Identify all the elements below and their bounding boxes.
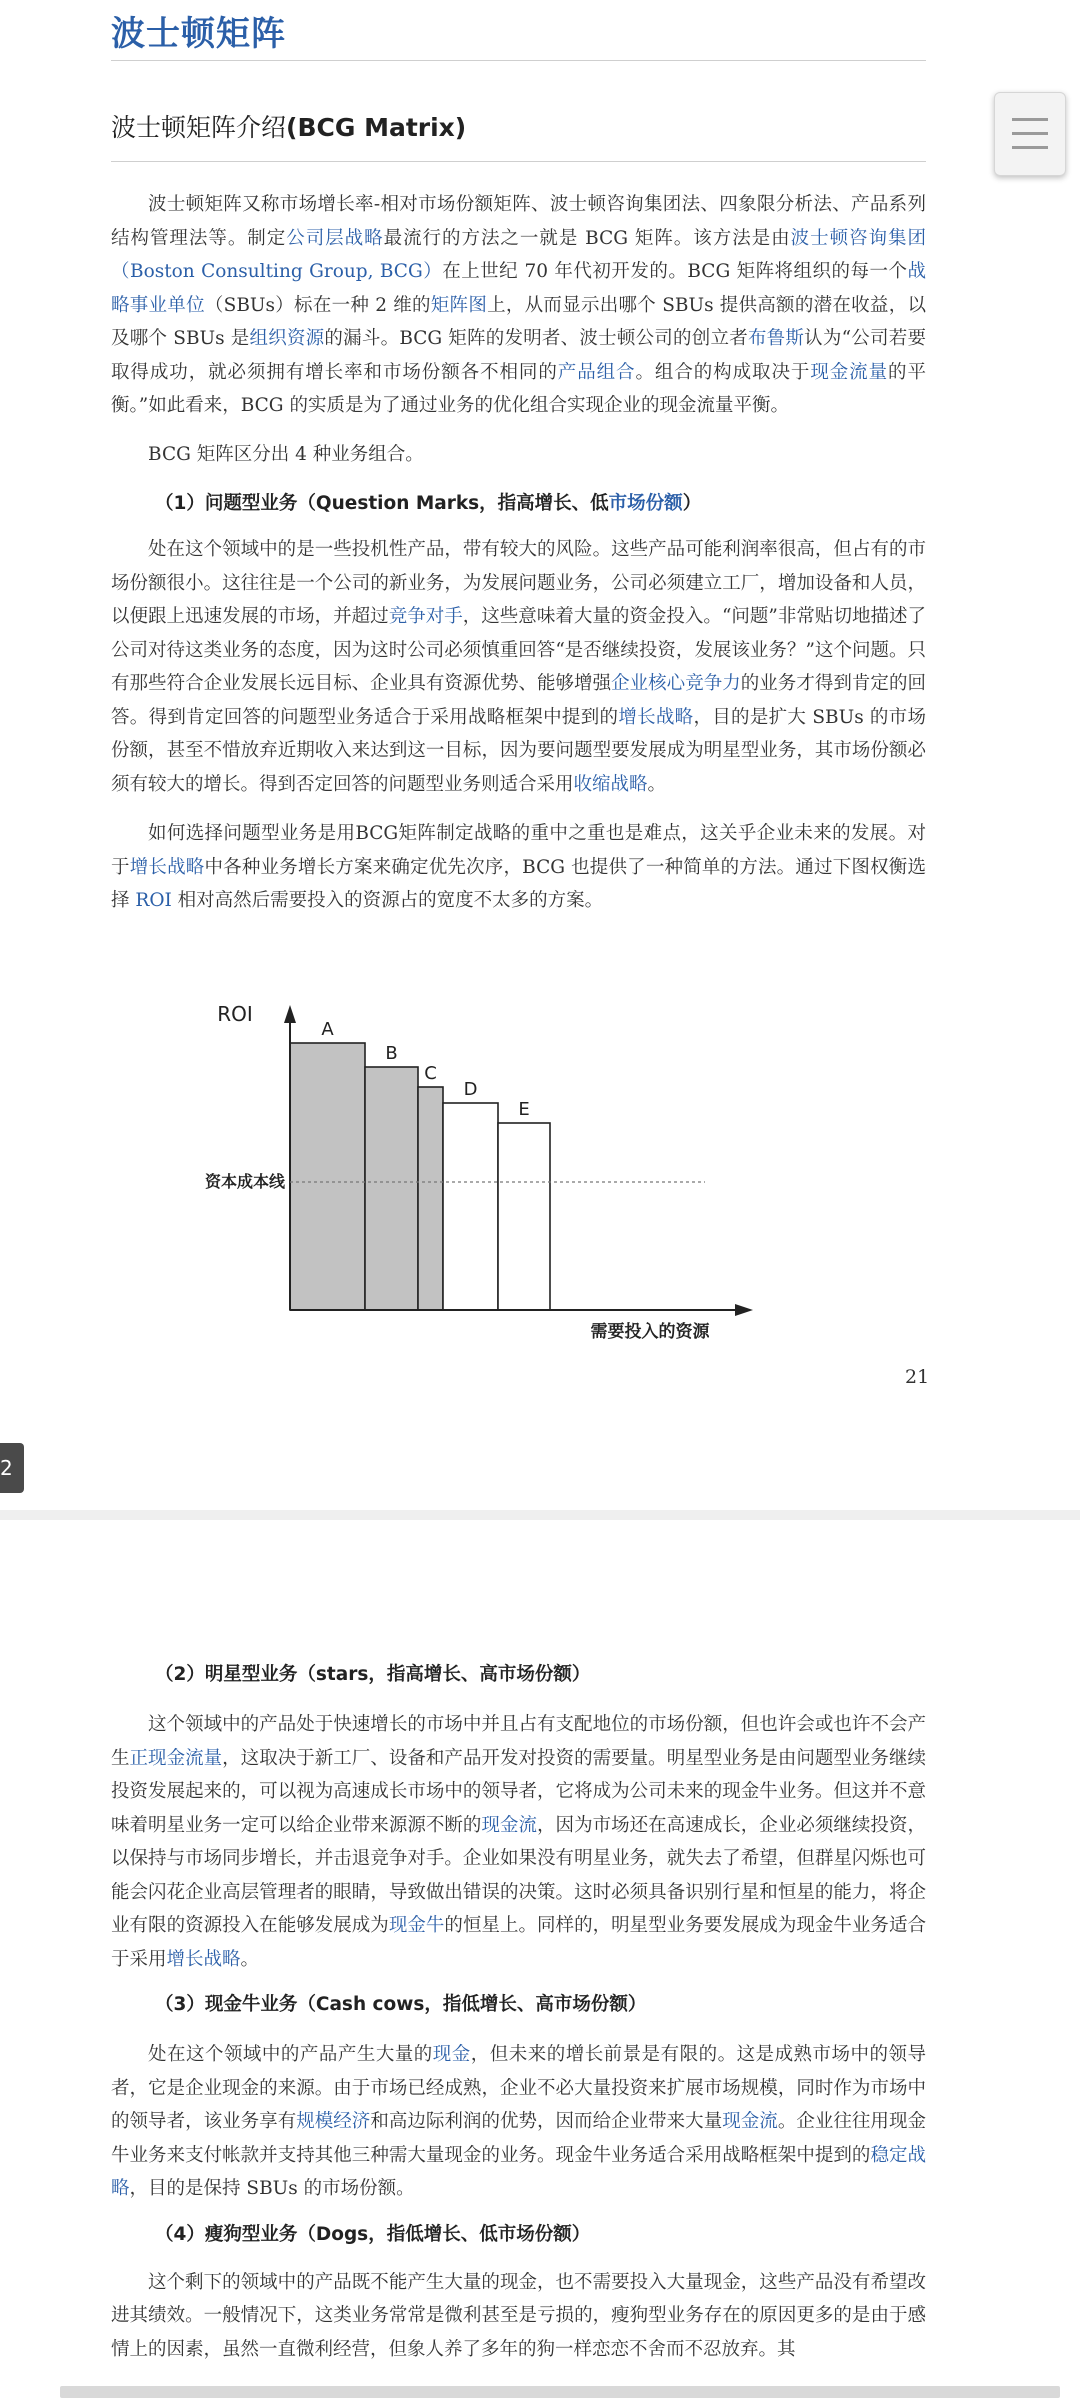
hyperlink[interactable]: 企业核心竞争力 — [611, 673, 741, 694]
hyperlink[interactable]: 竞争对手 — [388, 606, 463, 627]
hyperlink[interactable]: 现金牛 — [388, 1915, 445, 1936]
bar-a — [290, 1043, 365, 1310]
hyperlink[interactable]: 矩阵图 — [430, 294, 488, 316]
hyperlink[interactable]: 市场份额 — [608, 493, 683, 514]
page-number: 21 — [905, 1366, 930, 1388]
y-axis-arrow — [284, 1005, 296, 1023]
question-marks-paragraph — [111, 533, 926, 801]
text-run: 和高边际利润的优势，因而给企业带来大量 — [370, 2111, 723, 2132]
text-run: （SBUs）标在一种 2 维的 — [204, 294, 431, 316]
text-run: 。企业往往用现金牛业务来支付帐款并支持其他三种需大量现金的业务。现金牛业务适合采用战略框架中提到的 — [111, 2111, 926, 2166]
bar-d — [443, 1103, 498, 1310]
hyperlink[interactable]: 现金 — [432, 2044, 471, 2065]
text-run: 的业务才得到肯定的回答。得到肯定回答的问题型业务适合于采用战略框架中提到的 — [111, 673, 926, 728]
hyperlink[interactable]: 规模经济 — [296, 2111, 371, 2132]
section-heading-cn: 波士顿矩阵介绍 — [111, 113, 287, 142]
text-run: ，目的是扩大 SBUs 的市场份额，甚至不惜放弃近期收入来达到这一目标，因为要问题型要发展成为明星型业务，其市场份额必须有较大的增长。得到否定回答的问题型业务则适合采用 — [111, 706, 926, 795]
four-groups-paragraph: BCG 矩阵区分出 4 种业务组合。 — [148, 443, 424, 465]
hyperlink[interactable]: 布鲁斯 — [747, 328, 805, 349]
section-divider — [111, 161, 926, 162]
bar-label-e: E — [518, 1099, 530, 1120]
menu-line-icon — [1012, 132, 1048, 135]
text-run: 处在这个领域中的产品产生大量的 — [148, 2044, 433, 2065]
section-heading-en: (BCG Matrix) — [286, 113, 467, 142]
text-run: ） — [682, 493, 702, 514]
text-run: 认为“公司若要取得成功，就必须拥有增长率和市场份额各不相同的 — [111, 328, 926, 383]
text-run: 如何选择问题型业务是用BCG矩阵制定战略的重中之重也是难点，这关乎企业未来的发展。对于 — [111, 823, 926, 878]
hyperlink[interactable]: 现金流 — [481, 1814, 538, 1836]
text-run: ，因为市场还在高速成长，企业必须继续投资，以保持与市场同步增长，并击退竞争对手。企业如果没有明星业务，就失去了希望，但群星闪烁也可能会闪花企业高层管理者的眼睛，导致做出错误的决策。这时必须具备识别行星和恒星的能力，将企业有限的资源投入在能够发展成为 — [111, 1814, 926, 1936]
bar-label-b: B — [385, 1043, 398, 1064]
hyperlink[interactable]: 增长战略 — [129, 856, 205, 878]
hyperlink[interactable]: 现金流 — [722, 2111, 778, 2132]
text-run: 的恒星上。同样的，明星型业务要发展成为现金牛业务适合于采用 — [111, 1915, 926, 1970]
page2-block — [111, 1660, 926, 2366]
bar-label-d: D — [463, 1079, 478, 1100]
question-marks-heading — [111, 489, 926, 519]
choose-paragraph — [111, 817, 926, 918]
text-run: 在上世纪 70 年代初开发的。BCG 矩阵将组织的每一个 — [442, 261, 908, 282]
cash-cows-paragraph — [111, 2038, 926, 2206]
intro-paragraph — [111, 188, 926, 423]
hyperlink[interactable]: 战略事业单位 — [111, 261, 926, 316]
text-run: ，但未来的增长前景是有限的。这是成熟市场中的领导者，它是企业现金的来源。由于市场已经成熟，企业不必大量投资来扩展市场规模，同时作为市场中的领导者，该业务享有 — [111, 2044, 926, 2132]
bar-label-c: C — [424, 1063, 437, 1084]
hyperlink[interactable]: 波士顿咨询集团（Boston Consulting Group, BCG） — [111, 227, 926, 282]
hyperlink[interactable]: 组织资源 — [249, 328, 325, 349]
x-axis-label: 需要投入的资源 — [590, 1322, 710, 1342]
hyperlink[interactable]: 增长战略 — [166, 1948, 241, 1970]
dogs-heading: （4）瘦狗型业务（Dogs，指低增长、低市场份额） — [155, 2223, 591, 2245]
text-run: 相对高然后需要投入的资源占的宽度不太多的方案。 — [171, 890, 604, 911]
text-run: ，这取决于新工厂、设备和产品开发对投资的需要量。明星型业务是由问题型业务继续投资发展起来的，可以视为高速成长市场中的领导者，它将成为公司未来的现金牛业务。但这并不意味着明星业务一定可以给企业带来源源不断的 — [111, 1747, 926, 1836]
horizontal-scrollbar[interactable] — [60, 2386, 1060, 2398]
x-axis-arrow — [735, 1304, 753, 1316]
text-run: ，目的是保持 SBUs 的市场份额。 — [129, 2178, 415, 2199]
roi-resource-figure — [180, 995, 800, 1355]
hyperlink[interactable]: 正现金流量 — [129, 1747, 223, 1769]
stars-heading: （2）明星型业务（stars，指高增长、高市场份额） — [155, 1664, 591, 1685]
text-run: 这个剩下的领域中的产品既不能产生大量的现金，也不需要投入大量现金，这些产品没有希望改进其绩效。一般情况下，这类业务常常是微利甚至是亏损的，瘦狗型业务存在的原因更多的是由于感情上的因素，虽然一直微利经营，但象人养了多年的狗一样恋恋不舍而不忍放弃。其 — [111, 2271, 926, 2360]
hyperlink[interactable]: 收缩战略 — [573, 773, 648, 795]
hyperlink[interactable]: 增长战略 — [618, 706, 694, 728]
document-page-2 — [0, 1520, 1080, 2400]
hyperlink[interactable]: 稳定战略 — [111, 2144, 926, 2199]
hyperlink[interactable]: 现金流量 — [810, 361, 889, 383]
title-divider — [111, 60, 926, 61]
text-run: 处在这个领域中的是一些投机性产品，带有较大的风险。这些产品可能利润率很高，但占有的市场份额很小。这往往是一个公司的新业务，为发展问题业务，公司必须建立工厂，增加设备和人员，以便跟上迅速发展的市场，并超过 — [111, 539, 926, 627]
text-run: 最流行的方法之一就是 BCG 矩阵。该方法是由 — [383, 227, 791, 249]
bar-c — [418, 1087, 443, 1310]
text-run: 。 — [647, 773, 667, 795]
hyperlink[interactable]: 产品组合 — [557, 361, 636, 383]
bar-label-a: A — [321, 1019, 334, 1040]
text-run: 。组合的构成取决于 — [635, 361, 811, 383]
text-run: 的漏斗。BCG 矩阵的发明者、波士顿公司的创立者 — [324, 328, 748, 349]
menu-line-icon — [1012, 118, 1048, 121]
menu-line-icon — [1012, 146, 1048, 149]
cash-cows-heading: （3）现金牛业务（Cash cows，指低增长、高市场份额） — [155, 1994, 647, 2015]
page-indicator-tab[interactable] — [0, 1443, 24, 1493]
page-title: 波士顿矩阵 — [111, 14, 286, 54]
capital-cost-line-label: 资本成本线 — [204, 1172, 285, 1191]
hyperlink[interactable]: 公司层战略 — [286, 227, 384, 249]
text-run: 的平衡。”如此看来，BCG 的实质是为了通过业务的优化组合实现企业的现金流量平衡。 — [111, 361, 926, 416]
text-run: （1）问题型业务（Question Marks，指高增长、低 — [155, 493, 609, 514]
bar-e — [498, 1123, 550, 1310]
y-axis-label: ROI — [217, 1002, 253, 1026]
intro-block — [111, 188, 926, 918]
text-run: 。 — [240, 1948, 260, 1970]
text-run: 波士顿矩阵又称市场增长率-相对市场份额矩阵、波士顿咨询集团法、四象限分析法、产品系列结构管理法等。制定 — [111, 194, 926, 249]
menu-button[interactable] — [994, 92, 1066, 176]
text-run: 上，从而显示出哪个 SBUs 提供高额的潜在收益，以及哪个 SBUs 是 — [111, 294, 926, 349]
stars-paragraph — [111, 1708, 926, 1976]
dogs-paragraph — [111, 2266, 926, 2367]
section-heading — [111, 108, 466, 144]
bar-b — [365, 1067, 418, 1310]
figure-bars — [290, 1019, 550, 1310]
text-run: 这个领域中的产品处于快速增长的市场中并且占有支配地位的市场份额，但也许会或也许不会产生 — [111, 1714, 926, 1769]
text-run: 中各种业务增长方案来确定优先次序，BCG 也提供了一种简单的方法。通过下图权衡选择 — [111, 856, 926, 911]
hyperlink[interactable]: ROI — [135, 890, 172, 911]
text-run: ，这些意味着大量的资金投入。“问题”非常贴切地描述了公司对待这类业务的态度，因为这时公司必须慎重回答“是否继续投资，发展该业务？”这个问题。只有那些符合企业发展长远目标、企业具有资源优势、能够增强 — [111, 606, 926, 694]
page-indicator-text: 2 — [0, 1456, 13, 1480]
